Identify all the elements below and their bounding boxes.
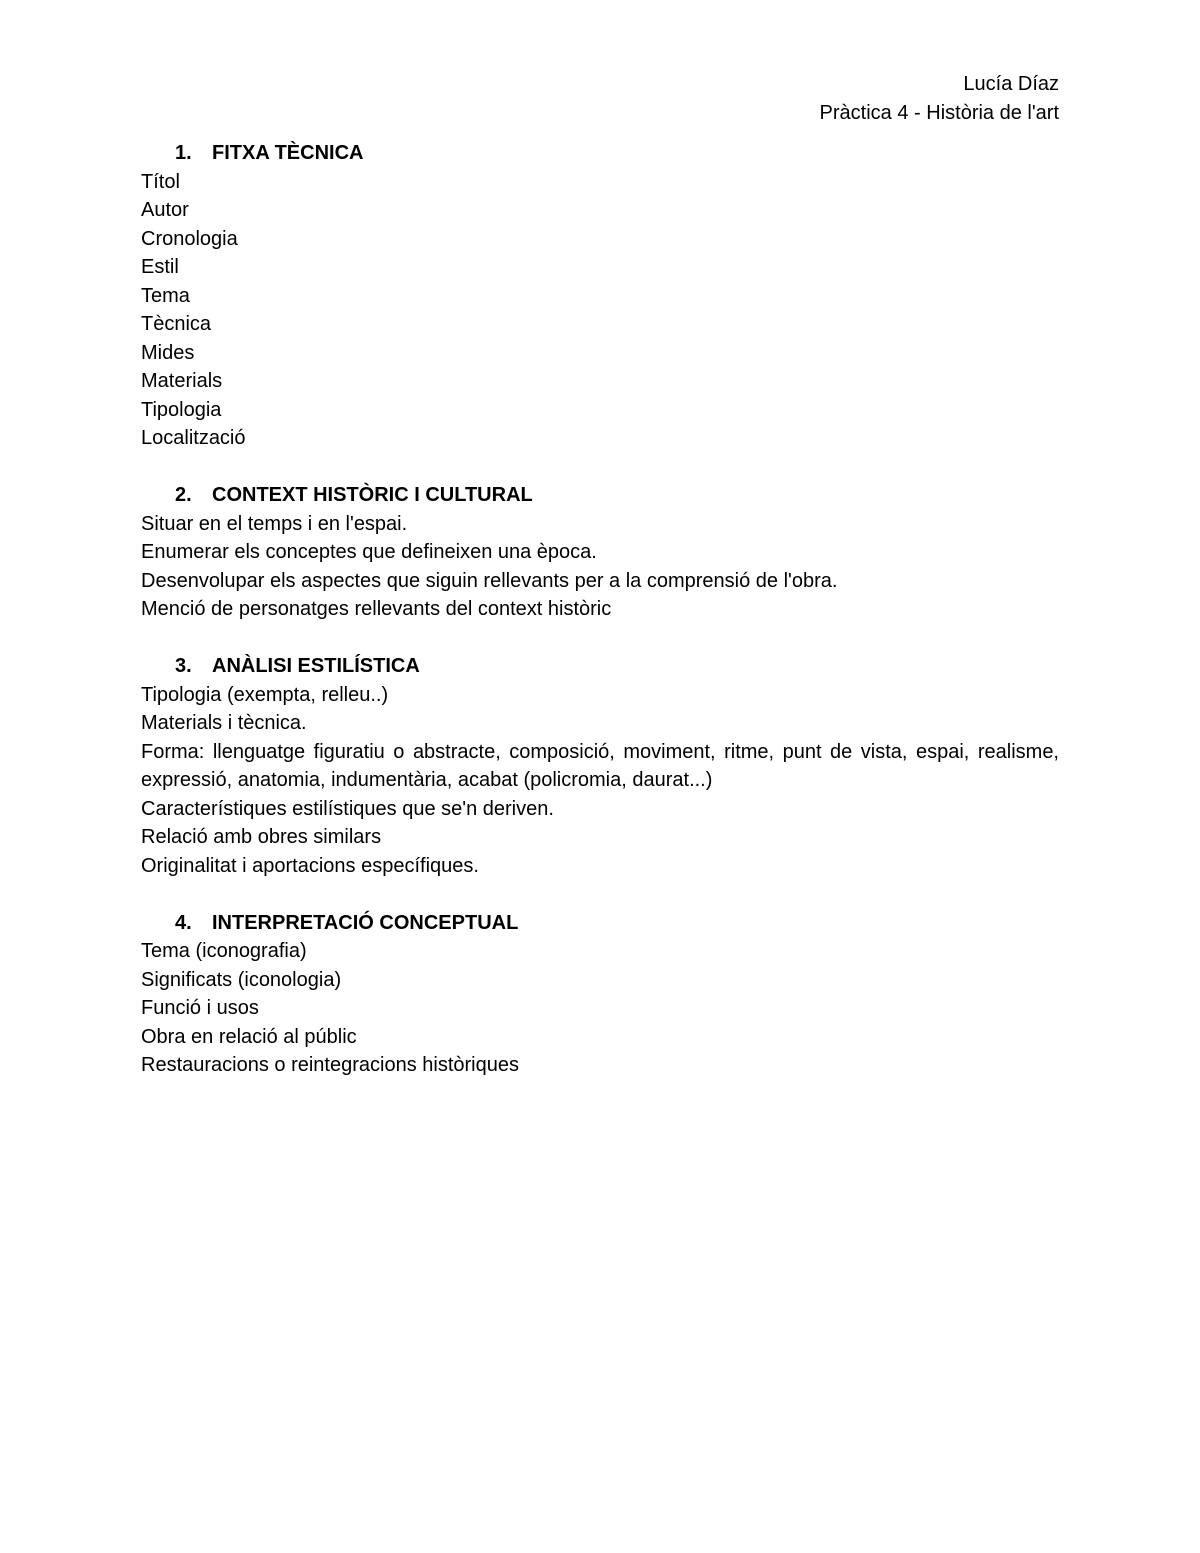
list-item: Forma: llenguatge figuratiu o abstracte, composició, moviment, ritme, punt de vista, espai, realisme, expressió, anatomia, indumentària, acabat (policromia, daurat...) [141,740,1059,791]
list-item: Tècnica [141,313,212,335]
section-heading [141,481,1059,510]
list-item: Estil [141,256,179,278]
list-item: Situar en el temps i en l'espai. [141,512,408,535]
section-title: FITXA TÈCNICA [212,142,364,164]
list-item: Desenvolupar els aspectes que siguin rellevants per a la comprensió de l'obra. [141,569,838,592]
author-name: Lucía Díaz [963,73,1059,95]
list-item: Tipologia [141,398,222,421]
section-number: 2. [175,484,192,506]
section-title: ANÀLISI ESTILÍSTICA [212,655,420,677]
section-interpretacio-conceptual [141,909,1059,1080]
list-item: Restauracions o reintegracions històriques [141,1054,519,1076]
list-item: Materials [141,370,223,392]
list-item: Obra en relació al públic [141,1025,357,1048]
list-item: Funció i usos [141,997,259,1019]
list-item: Mides [141,341,195,364]
section-heading [141,139,1059,168]
section-context-historic [141,481,1059,624]
section-heading [141,652,1059,681]
document-header [820,70,1059,127]
list-item: Menció de personatges rellevants del context històric [141,598,612,620]
section-number: 3. [175,655,192,677]
section-heading [141,909,1059,938]
list-item: Originalitat i aportacions específiques. [141,854,479,877]
list-item: Autor [141,199,189,221]
list-item: Tema [141,284,190,307]
section-fitxa-tecnica [141,139,1059,453]
list-item: Cronologia [141,227,238,250]
section-number: 4. [175,911,192,934]
section-number: 1. [175,142,192,164]
document-subtitle: Pràctica 4 - Història de l'art [819,101,1059,124]
list-item: Títol [141,170,180,193]
document-body [141,139,1059,1108]
list-item: Significats (iconologia) [141,968,342,991]
list-item: Materials i tècnica. [141,712,307,734]
list-item: Relació amb obres similars [141,826,382,848]
list-item: Característiques estilístiques que se'n deriven. [141,797,554,820]
list-item: Tipologia (exempta, relleu..) [141,683,389,706]
list-item: Tema (iconografia) [141,940,307,962]
section-title: INTERPRETACIÓ CONCEPTUAL [212,911,519,934]
section-title: CONTEXT HISTÒRIC I CULTURAL [212,484,533,506]
list-item: Localització [141,427,246,449]
list-item: Enumerar els conceptes que defineixen una època. [141,541,597,563]
section-analisi-estilistica [141,652,1059,880]
